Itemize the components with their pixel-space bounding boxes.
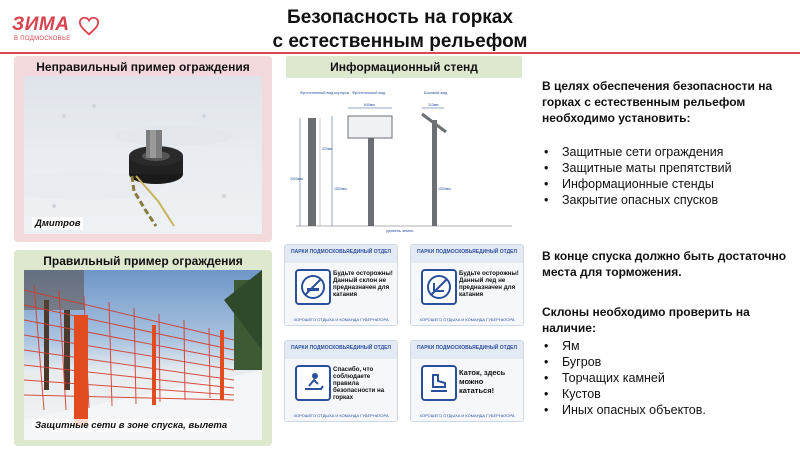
dim-post: 1500мм <box>334 187 347 191</box>
install-list <box>542 144 732 208</box>
stand-technical-drawing <box>286 80 522 236</box>
dim-side: 110мм <box>428 103 439 107</box>
sign-no-skating <box>410 244 524 326</box>
no-skating-icon <box>421 269 457 305</box>
label-side: Боковой вид <box>424 90 448 95</box>
install-item: • Защитные сети ограждения <box>544 145 724 159</box>
logo-subtitle: В ПОДМОСКОВЬЕ <box>14 36 71 42</box>
heart-icon <box>78 15 100 37</box>
sign-header <box>411 245 523 263</box>
sign-thanks-safety <box>284 340 398 422</box>
sign-footer: ХОРОШЕГО ОТДЫХА И КОМАНДА ГУБЕРНАТОРА <box>293 317 389 322</box>
sign-footer: ХОРОШЕГО ОТДЫХА И КОМАНДА ГУБЕРНАТОРА <box>419 317 515 322</box>
snow-tire-illustration <box>24 76 262 234</box>
title-line-2: с естественным рельефом <box>272 31 528 52</box>
sign-no-sledding <box>284 244 398 326</box>
logo-text: ЗИМА <box>12 14 70 35</box>
sign-footer: ХОРОШЕГО ОТДЫХА И КОМАНДА ГУБЕРНАТОРА <box>419 413 515 418</box>
brand-logo <box>12 14 122 44</box>
sign-brand-left: ПАРКИ ПОДМОСКОВЬЯ <box>291 345 350 351</box>
info-stand-header <box>286 56 522 78</box>
sign-text: Спасибо, что соблюдаете правила безопасности на горках <box>333 366 385 401</box>
check-item: • Бугров <box>544 355 602 369</box>
sign-header <box>285 341 397 359</box>
correct-example-panel <box>14 250 272 446</box>
label-front-body: Фронтальный вид корпуса <box>300 90 349 95</box>
skate-icon <box>421 365 457 401</box>
check-item: • Торчащих камней <box>544 371 665 385</box>
label-front: Фронтальный вид <box>352 90 386 95</box>
sign-brand-right: ЕДИНЫЙ ОТДЕЛ <box>349 249 391 255</box>
sledding-icon <box>295 365 331 401</box>
sign-brand-right: ЕДИНЫЙ ОТДЕЛ <box>349 345 391 351</box>
dim-side-post: 1000мм <box>438 187 451 191</box>
safety-net-illustration <box>24 270 262 440</box>
check-item: • Кустов <box>544 387 601 401</box>
sign-brand-left: ПАРКИ ПОДМОСКОВЬЯ <box>417 249 476 255</box>
sign-header <box>285 245 397 263</box>
dim-height: 2000мм <box>290 177 303 181</box>
install-item: • Информационные стенды <box>544 177 714 191</box>
correct-example-title: Правильный пример ограждения <box>43 254 243 268</box>
sign-header <box>411 341 523 359</box>
dim-width: 640мм <box>364 103 375 107</box>
wrong-example-photo <box>24 76 262 234</box>
sign-text: Будьте осторожны! Данный склон не предназначен для катания <box>333 270 393 298</box>
sign-footer: ХОРОШЕГО ОТДЫХА И КОМАНДА ГУБЕРНАТОРА <box>293 413 389 418</box>
wrong-example-caption: Дмитров <box>32 217 83 230</box>
correct-example-photo <box>24 270 262 440</box>
wrong-example-panel <box>14 56 272 242</box>
page-title <box>200 6 600 54</box>
check-item: • Ям <box>544 339 580 353</box>
sign-brand-right: ЕДИНЫЙ ОТДЕЛ <box>475 249 517 255</box>
check-item: • Иных опасных объектов. <box>544 403 706 417</box>
title-line-1: Безопасность на горках <box>287 7 513 28</box>
dim-panel: 420мм <box>322 147 333 151</box>
install-item: • Закрытие опасных спусков <box>544 193 719 207</box>
info-stand-title: Информационный стенд <box>330 60 478 74</box>
install-intro: В целях обеспечения безопасности на горках с естественным рельефом необходимо установить: <box>542 79 773 125</box>
header-divider <box>0 52 800 54</box>
wrong-example-title: Неправильный пример ограждения <box>36 60 250 74</box>
label-ground: уровень земли <box>386 228 414 233</box>
sign-brand-left: ПАРКИ ПОДМОСКОВЬЯ <box>417 345 476 351</box>
info-stand-diagram <box>286 80 522 236</box>
sign-text: Каток, здесь можно кататься! <box>459 368 506 395</box>
sign-brand-right: ЕДИНЫЙ ОТДЕЛ <box>475 345 517 351</box>
braking-note: В конце спуска должно быть достаточно места для торможения. <box>542 249 787 279</box>
sign-text: Будьте осторожны! Данный лед не предназначен для катания <box>459 270 519 298</box>
check-title: Склоны необходимо проверить на наличие: <box>542 305 750 335</box>
check-list <box>542 338 706 418</box>
sign-brand-left: ПАРКИ ПОДМОСКОВЬЯ <box>291 249 350 255</box>
no-sledding-icon <box>295 269 331 305</box>
install-item: • Защитные маты препятствий <box>544 161 732 175</box>
sign-skating-allowed <box>410 340 524 422</box>
correct-example-caption: Защитные сети в зоне спуска, вылета <box>32 419 230 432</box>
